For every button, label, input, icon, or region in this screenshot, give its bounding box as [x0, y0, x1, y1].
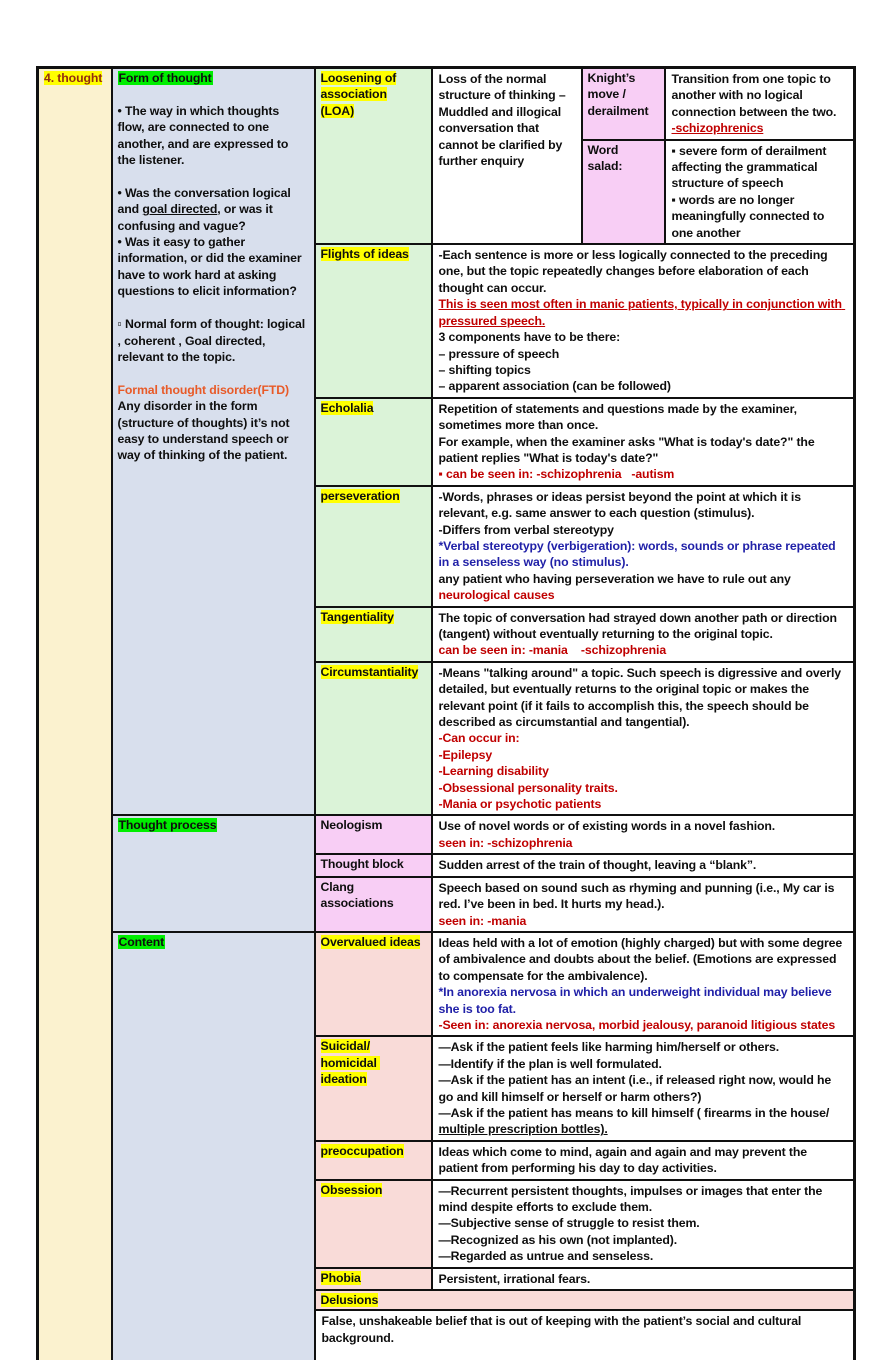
- text-segment: -Means "talking around" a topic. Such speech is digressive and overly detailed, but eventually returns to the original topic or makes the relevant point (if it fails to accomplish this, the speech should be described as circumstantial and tangential).: [438, 665, 845, 730]
- echolalia-desc-cell: [432, 398, 855, 486]
- text-line: [118, 103, 309, 169]
- phobia-label-cell: [315, 1268, 432, 1290]
- text-segment: False, unshakeable belief that is out of keeping with the patient’s social and cultural background.: [321, 1314, 805, 1345]
- text-segment: —Ask if the patient has an intent (i.e., if released right now, would he go and kill himself or herself or harm others?): [438, 1073, 835, 1104]
- text-line: [439, 466, 848, 482]
- text-segment: -schizophrenics: [671, 121, 764, 136]
- text-segment: Persistent, irrational fears.: [438, 1271, 591, 1286]
- delusions-label-cell: [315, 1290, 855, 1310]
- text-line: [439, 747, 848, 763]
- text-segment: goal directed: [142, 202, 218, 217]
- text-line: [439, 538, 848, 571]
- text-line: [439, 71, 575, 169]
- text-line: [118, 234, 309, 300]
- thought-block-label: Thought block: [320, 857, 404, 872]
- text-line: [321, 1055, 426, 1088]
- perseveration-label-cell: [315, 486, 432, 607]
- text-segment: Use of novel words or of existing words in a novel fashion.: [438, 819, 776, 834]
- thought-process-cell: [112, 815, 315, 931]
- text-segment: multiple prescription bottles).: [438, 1122, 608, 1137]
- text-segment: -Mania or psychotic patients: [438, 797, 602, 812]
- text-line: [439, 818, 848, 834]
- phobia-label: Phobia: [320, 1270, 361, 1285]
- text-segment: Loss of the normal structure of thinking – Muddled and illogical conversation that cannot be clarified by further enquiry: [438, 72, 569, 169]
- text-segment: —Recognized as his own (not implanted).: [438, 1232, 678, 1247]
- text-line: [439, 665, 848, 731]
- text-segment: Repetition of statements and questions made by the examiner, sometimes more than once.: [438, 401, 801, 433]
- circumstantiality-label: Circumstantiality: [320, 664, 419, 679]
- text-segment: – shifting topics: [438, 362, 531, 377]
- text-line: [321, 103, 426, 119]
- text-segment: Formal thought disorder(FTD): [117, 382, 290, 397]
- text-line: [322, 1313, 848, 1346]
- word-salad-label: Word salad:: [587, 142, 625, 174]
- delusions-desc-cell: [315, 1310, 855, 1360]
- text-segment: Any disorder in the form (structure of thoughts) it’s not easy to understand speech or way of thinking of the patient.: [117, 399, 293, 463]
- text-segment: 4. thought: [44, 71, 103, 85]
- text-segment: • Was the conversation logical and: [117, 185, 294, 217]
- text-line: [439, 1215, 848, 1231]
- text-line: [439, 780, 848, 796]
- text-line: [439, 1056, 848, 1072]
- text-line: [44, 70, 106, 86]
- text-line: [439, 329, 848, 345]
- text-line: [672, 192, 848, 241]
- text-line: [118, 316, 309, 365]
- text-segment: ▪ severe form of derailment affecting the grammatical structure of speech: [671, 143, 830, 191]
- text-line: [118, 185, 309, 234]
- obsession-label-cell: [315, 1180, 432, 1268]
- text-line: [439, 984, 848, 1017]
- thought-block-desc-cell: [432, 854, 855, 876]
- phobia-desc-cell: [432, 1268, 855, 1290]
- text-line: [321, 86, 426, 102]
- text-line: [439, 880, 848, 913]
- text-line: [439, 296, 848, 329]
- suicidal-desc-cell: [432, 1036, 855, 1140]
- text-line: [439, 763, 848, 779]
- text-line: [439, 434, 848, 467]
- text-line: [439, 857, 848, 873]
- text-line: [439, 346, 848, 362]
- text-segment: Loosening of: [320, 71, 397, 85]
- overvalued-desc-cell: [432, 932, 855, 1036]
- text-line: [439, 730, 848, 746]
- text-segment: —Identify if the plan is well formulated.: [438, 1056, 662, 1071]
- text-line: [439, 1039, 848, 1055]
- overvalued-label: Overvalued ideas: [320, 934, 421, 949]
- text-line: [672, 71, 848, 120]
- content-cell: [112, 932, 315, 1360]
- text-line: [118, 168, 309, 184]
- text-segment: seen in: -mania: [438, 913, 527, 928]
- text-segment: —Ask if the patient has means to kill himself ( firearms in the house/: [438, 1105, 833, 1120]
- perseveration-label: perseveration: [320, 488, 400, 503]
- text-segment: -Each sentence is more or less logically connected to the preceding one, but the topic repeatedly changes before elaboration of each thought can occur.: [438, 248, 831, 295]
- text-segment: Speech based on sound such as rhyming and punning (i.e., My car is red. I’ve been in bed. It hurts my head.).: [438, 880, 838, 912]
- text-line: [118, 382, 309, 398]
- text-segment: -Seen in: anorexia nervosa, morbid jealousy, paranoid litigious states: [438, 1017, 836, 1032]
- text-line: [439, 1183, 848, 1216]
- thought-block-label-cell: [315, 854, 432, 876]
- flights-label: Flights of ideas: [320, 247, 409, 262]
- circumstantiality-desc-cell: [432, 662, 855, 816]
- text-line: [439, 610, 848, 643]
- text-segment: • The way in which thoughts flow, are connected to one another, and are expressed to the listener.: [117, 103, 292, 168]
- text-line: [439, 522, 848, 538]
- flights-label-cell: [315, 244, 432, 398]
- text-segment: ▪ can be seen in: -schizophrenia -autism: [438, 467, 675, 482]
- text-line: [439, 935, 848, 984]
- knights-move-label: Knight’s move / derailment: [587, 71, 649, 118]
- text-line: [439, 1271, 848, 1287]
- text-segment: seen in: -schizophrenia: [438, 835, 573, 850]
- suicidal-label-cell: [315, 1036, 432, 1140]
- text-line: [439, 1072, 848, 1105]
- knights-move-desc-cell: [665, 68, 855, 140]
- preoccupation-label-cell: [315, 1141, 432, 1180]
- text-line: [439, 571, 848, 587]
- circumstantiality-label-cell: [315, 662, 432, 816]
- text-segment: Ideas held with a lot of emotion (highly charged) but with some degree of ambivalence and doubts about the belief. (Emotions are expressed to compensate for the ambivalence).: [438, 935, 846, 983]
- clang-desc-cell: [432, 877, 855, 932]
- text-line: [439, 642, 848, 658]
- word-salad-label-cell: [582, 140, 665, 244]
- text-line: [439, 796, 848, 812]
- clang-label-cell: [315, 877, 432, 932]
- neologism-label: Neologism: [320, 818, 383, 833]
- neologism-label-cell: [315, 815, 432, 854]
- text-segment: -Differs from verbal stereotypy: [438, 522, 614, 537]
- text-line: [439, 378, 848, 394]
- text-segment: *In anorexia nervosa in which an underweight individual may believe she is too fat.: [438, 985, 835, 1016]
- flights-desc-cell: [432, 244, 855, 398]
- text-segment: The topic of conversation had strayed down another path or direction (tangent) without eventually returning to the original topic.: [438, 610, 841, 641]
- text-segment: • Was it easy to gather information, or did the examiner have to work hard at asking questions to elicit information?: [117, 235, 305, 299]
- text-segment: -Can occur in:: [438, 731, 520, 746]
- text-segment: Sudden arrest of the train of thought, leaving a “blank”.: [438, 858, 757, 873]
- text-line: [439, 247, 848, 296]
- knights-move-label-cell: [582, 68, 665, 140]
- text-line: [118, 300, 309, 316]
- text-segment: Ideas which come to mind, again and again and may prevent the patient from performing his day to day activities.: [438, 1144, 811, 1176]
- text-line: [439, 401, 848, 434]
- text-segment: Suicidal/: [320, 1039, 370, 1054]
- text-line: [439, 835, 848, 851]
- text-segment: *Verbal stereotypy (verbigeration): words, sounds or phrase repeated in a senseless way (no stimulus).: [438, 538, 839, 570]
- loa-desc-cell: [432, 68, 582, 245]
- text-segment: , or was it confusing and vague?: [117, 202, 276, 233]
- overvalued-label-cell: [315, 932, 432, 1036]
- text-segment: – pressure of speech: [438, 346, 560, 361]
- section-number-cell: [38, 68, 112, 1360]
- text-line: [321, 70, 426, 86]
- delusions-label: Delusions: [320, 1293, 379, 1308]
- text-line: [672, 120, 848, 136]
- text-line: [439, 1017, 848, 1033]
- text-segment: any patient who having perseveration we have to rule out any: [438, 571, 791, 586]
- tangentiality-desc-cell: [432, 607, 855, 662]
- text-line: [439, 1144, 848, 1177]
- thought-assessment-table: [36, 66, 856, 1360]
- perseveration-desc-cell: [432, 486, 855, 607]
- text-segment: -Obsessional personality traits.: [438, 780, 618, 795]
- clang-label: Clang associations: [320, 879, 394, 911]
- text-line: [439, 1105, 848, 1138]
- text-line: [672, 143, 848, 192]
- obsession-desc-cell: [432, 1180, 855, 1268]
- text-line: [439, 1232, 848, 1248]
- text-segment: association: [320, 87, 387, 102]
- text-line: [118, 365, 309, 381]
- text-segment: For example, when the examiner asks "What is today's date?" the patient replies "What is today's date?": [438, 434, 818, 465]
- text-segment: —Ask if the patient feels like harming him/herself or others.: [438, 1040, 779, 1055]
- text-line: [118, 86, 309, 102]
- form-of-thought-cell: [112, 68, 315, 816]
- text-segment: can be seen in: -mania -schizophrenia: [438, 643, 667, 658]
- loa-label-cell: [315, 68, 432, 245]
- thought-process-label: Thought process: [118, 818, 217, 833]
- tangentiality-label-cell: [315, 607, 432, 662]
- text-segment: (LOA): [320, 103, 355, 118]
- text-line: [439, 489, 848, 522]
- text-segment: —Recurrent persistent thoughts, impulses or images that enter the mind despite efforts to exclude them.: [438, 1183, 826, 1214]
- text-segment: ▪ words are no longer meaningfully connected to one another: [671, 192, 828, 240]
- text-segment: – apparent association (can be followed): [438, 379, 671, 394]
- form-of-thought-body: [118, 86, 309, 463]
- word-salad-desc-cell: [665, 140, 855, 244]
- text-line: [439, 587, 848, 603]
- form-of-thought-label: Form of thought: [118, 71, 212, 85]
- form-of-thought-header: [118, 70, 309, 86]
- text-segment: 3 components have to be there:: [438, 330, 621, 345]
- text-segment: homicidal ideation: [320, 1055, 381, 1087]
- text-line: [118, 398, 309, 464]
- text-line: [321, 1038, 426, 1054]
- neologism-desc-cell: [432, 815, 855, 854]
- text-segment: —Regarded as untrue and senseless.: [438, 1249, 654, 1264]
- content-label: Content: [118, 934, 165, 949]
- text-line: [439, 1248, 848, 1264]
- text-segment: ▫ Normal form of thought: logical , coherent , Goal directed, relevant to the topic.: [117, 317, 309, 364]
- text-segment: -Epilepsy: [438, 747, 493, 762]
- text-segment: This is seen most often in manic patients, typically in conjunction with pressured speech.: [438, 297, 846, 328]
- obsession-label: Obsession: [320, 1182, 383, 1197]
- preoccupation-label: preoccupation: [320, 1143, 404, 1158]
- echolalia-label-cell: [315, 398, 432, 486]
- tangentiality-label: Tangentiality: [320, 609, 394, 624]
- preoccupation-desc-cell: [432, 1141, 855, 1180]
- text-segment: -Learning disability: [438, 764, 549, 779]
- text-segment: neurological causes: [438, 588, 555, 603]
- text-segment: -Words, phrases or ideas persist beyond the point at which it is relevant, e.g. same answer to each question (stimulus).: [438, 489, 805, 521]
- text-line: [439, 362, 848, 378]
- text-segment: —Subjective sense of struggle to resist them.: [438, 1216, 700, 1231]
- text-segment: Transition from one topic to another with no logical connection between the two.: [671, 72, 837, 119]
- echolalia-label: Echolalia: [320, 400, 374, 415]
- text-line: [439, 913, 848, 929]
